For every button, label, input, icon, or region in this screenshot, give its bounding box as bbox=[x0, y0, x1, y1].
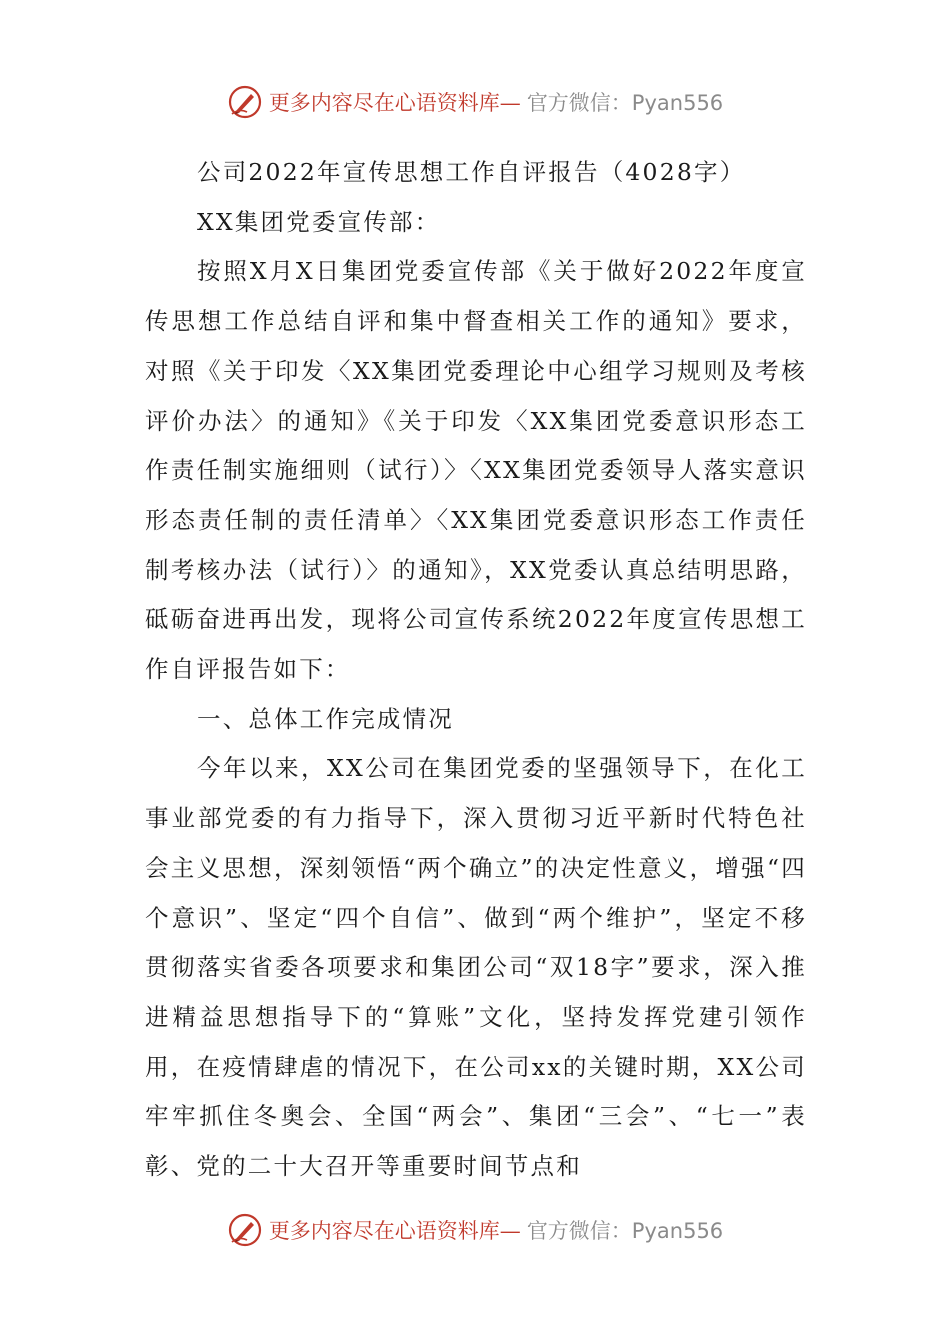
watermark-header bbox=[0, 84, 950, 120]
pen-logo-icon bbox=[227, 84, 263, 120]
watermark-footer bbox=[0, 1212, 950, 1248]
section-heading: 一、总体工作完成情况 bbox=[197, 704, 454, 733]
document-addressee: XX集团党委宣传部： bbox=[197, 207, 441, 236]
paragraph-intro: 按照X月X日集团党委宣传部《关于做好2022年度宣传思想工作总结自评和集中督查相关工作的通知》要求，对照《关于印发〈XX集团党委理论中心组学习规则及考核评价办法〉的通知》《关于印发〈XX集团党委意识形态工作责任制实施细则（试行）〉〈XX集团党委领导人落实意识形态责任制的责任清单〉〈XX集团党委意识形态工作责任制考核办法（试行）〉的通知》，XX党委认真总结明思路，砥砺奋进再出发，现将公司宣传系统2022年度宣传思想工作自评报告如下： bbox=[145, 257, 807, 684]
watermark-gray-text: 官方微信：Pyan556 bbox=[526, 91, 724, 115]
document-title: 公司2022年宣传思想工作自评报告（4028字） bbox=[197, 158, 746, 186]
watermark-red-text: 更多内容尽在心语资料库— bbox=[268, 1219, 521, 1243]
pen-logo-icon bbox=[227, 1212, 263, 1248]
paragraph-overview: 今年以来，XX公司在集团党委的坚强领导下，在化工事业部党委的有力指导下，深入贯彻习近平新时代特色社会主义思想，深刻领悟“两个确立”的决定性意义，增强“四个意识”、坚定“四个自信”、做到“两个维护”，坚定不移贯彻落实省委各项要求和集团公司“双18字”要求，深入推进精益思想指导下的“算账”文化，坚持发挥党建引领作用，在疫情肆虐的情况下，在公司xx的关键时期，XX公司牢牢抓住冬奥会、全国“两会”、集团“三会”、“七一”表彰、党的二十大召开等重要时间节点和 bbox=[145, 754, 807, 1181]
document-body bbox=[145, 148, 807, 1192]
watermark-red-text: 更多内容尽在心语资料库— bbox=[268, 91, 521, 115]
watermark-gray-text: 官方微信：Pyan556 bbox=[526, 1219, 724, 1243]
